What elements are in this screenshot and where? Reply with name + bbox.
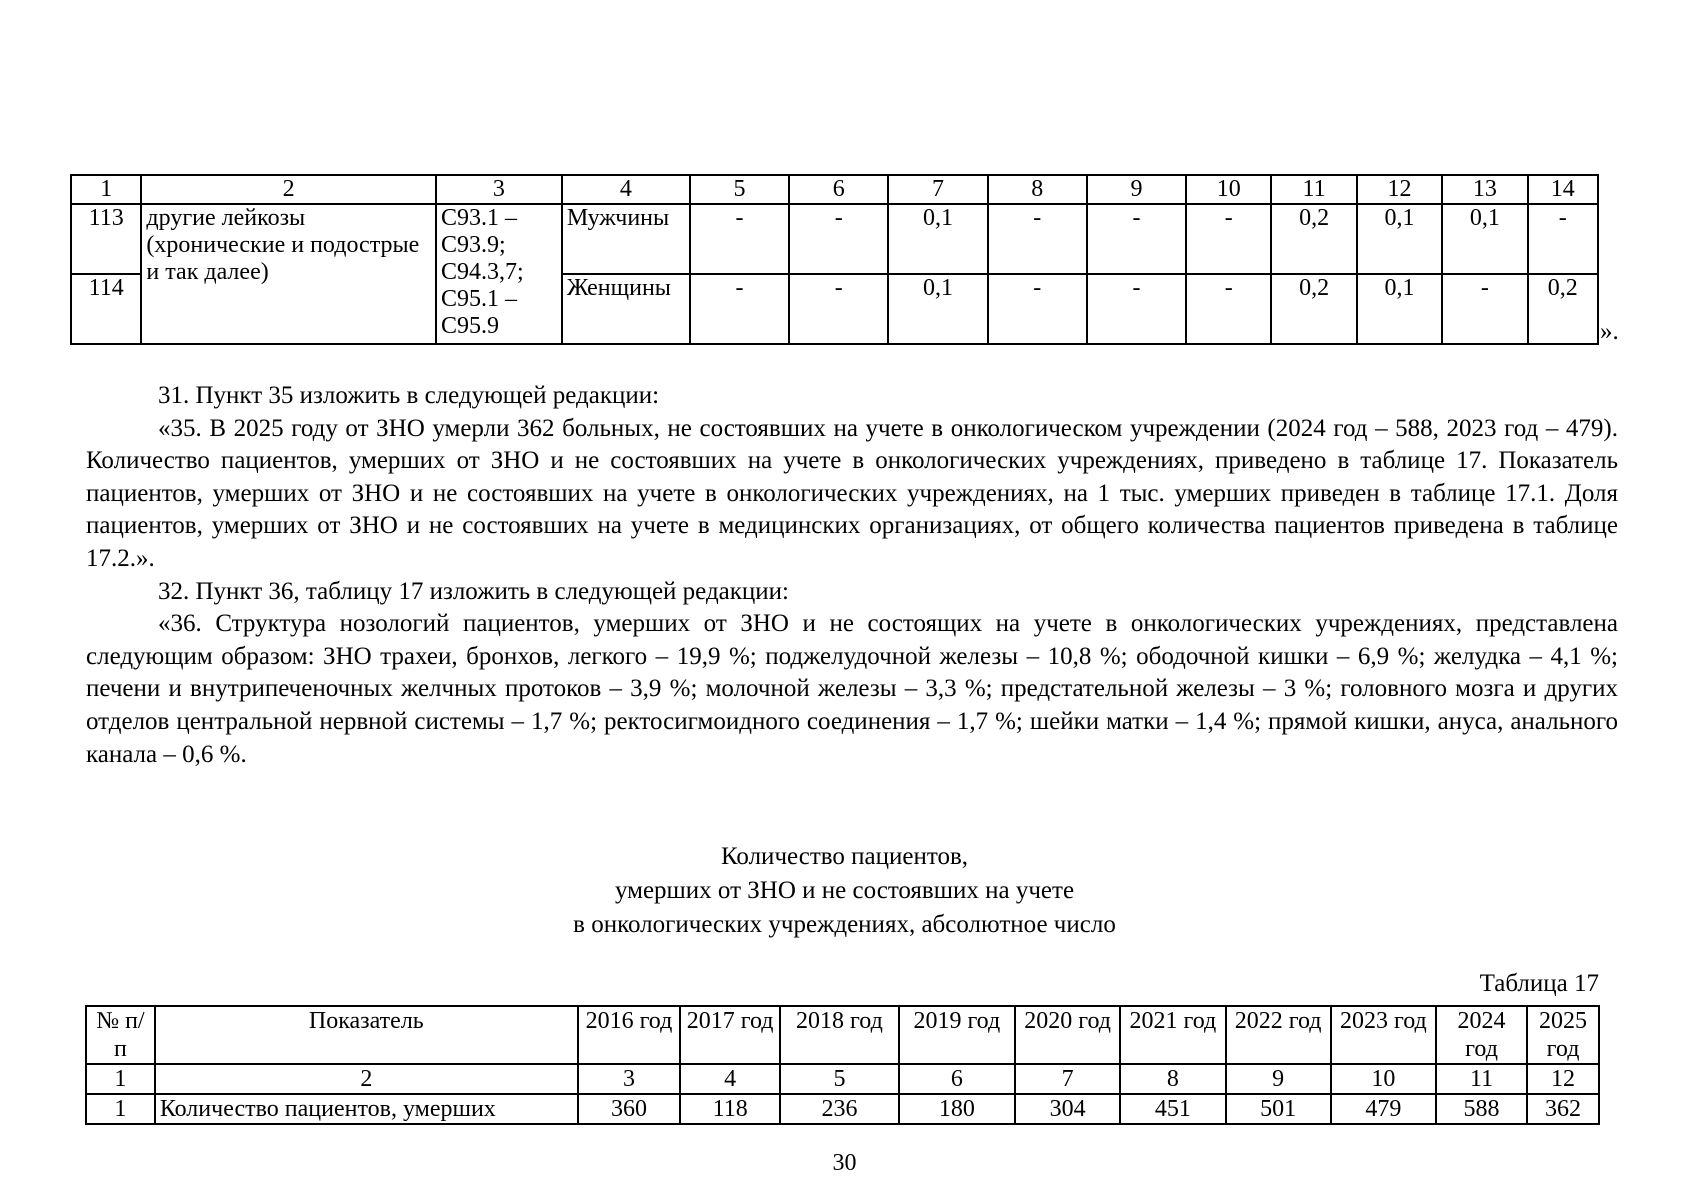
value-cell: 0,2 xyxy=(1271,204,1356,274)
header-cell: 2021 год xyxy=(1120,1006,1225,1064)
table-row xyxy=(86,1094,1599,1124)
row-number: 114 xyxy=(71,274,141,344)
column-number: 4 xyxy=(680,1064,780,1094)
value-cell: 118 xyxy=(680,1094,780,1124)
table-title-line: умерших от ЗНО и не состоявших на учете xyxy=(614,877,1075,904)
header-cell: 13 xyxy=(1442,175,1527,204)
column-number: 12 xyxy=(1527,1064,1599,1094)
header-cell: 11 xyxy=(1271,175,1356,204)
header-cell: 2025 год xyxy=(1527,1006,1599,1064)
bottom-table-header-row xyxy=(86,1006,1599,1064)
value-cell: - xyxy=(789,274,888,344)
table-number: Таблица 17 xyxy=(1479,970,1599,997)
value-cell: 180 xyxy=(899,1094,1015,1124)
gender-cell: Женщины xyxy=(562,274,690,344)
value-cell: 451 xyxy=(1120,1094,1225,1124)
value-cell: 588 xyxy=(1436,1094,1527,1124)
header-cell: 10 xyxy=(1186,175,1271,204)
numbering-row xyxy=(86,1064,1599,1094)
indicator-cell: Количество пациентов, умерших xyxy=(155,1094,578,1124)
header-cell: № п/п xyxy=(86,1006,155,1064)
value-cell: 0,1 xyxy=(1357,274,1442,344)
value-cell: 360 xyxy=(578,1094,680,1124)
icd-codes: С93.1 – С93.9; С94.3,7; С95.1 – С95.9 xyxy=(436,204,562,344)
header-cell: 2022 год xyxy=(1226,1006,1331,1064)
value-cell: - xyxy=(1442,274,1527,344)
column-number: 3 xyxy=(578,1064,680,1094)
body-text xyxy=(86,380,1618,771)
column-number: 5 xyxy=(780,1064,898,1094)
table-row xyxy=(71,204,1598,274)
header-cell: 6 xyxy=(789,175,888,204)
header-cell: 12 xyxy=(1357,175,1442,204)
header-cell: 4 xyxy=(562,175,690,204)
row-number: 1 xyxy=(86,1094,155,1124)
value-cell: - xyxy=(1087,274,1186,344)
value-cell: - xyxy=(1087,204,1186,274)
header-cell: 1 xyxy=(71,175,141,204)
value-cell: - xyxy=(690,204,789,274)
paragraph: «35. В 2025 году от ЗНО умерли 362 больных, не состоявших на учете в онкологическом учреждении (2024 год – 588, 2023 год – 479). Количество пациентов, умерших от ЗНО и не состоявших на учете в онкологических учреждениях, приведено в таблице 17. Показатель пациентов, умерших от ЗНО и не состоявших на учете в онкологических учреждениях, на 1 тыс. умерших приведен в таблице 17.1. Доля пациентов, умерших от ЗНО и не состоявших на учете в медицинских организациях, от общего количества пациентов приведена в таблице 17.2.». xyxy=(86,414,1618,572)
header-cell: 2019 год xyxy=(899,1006,1015,1064)
column-number: 7 xyxy=(1015,1064,1120,1094)
value-cell: 0,1 xyxy=(888,204,987,274)
value-cell: - xyxy=(988,204,1087,274)
column-number: 8 xyxy=(1120,1064,1225,1094)
table-title xyxy=(0,840,1689,942)
value-cell: 0,1 xyxy=(1357,204,1442,274)
value-cell: 501 xyxy=(1226,1094,1331,1124)
value-cell: - xyxy=(1186,274,1271,344)
header-cell: 2 xyxy=(141,175,436,204)
column-number: 11 xyxy=(1436,1064,1527,1094)
bottom-table xyxy=(85,1005,1600,1125)
header-cell: 5 xyxy=(690,175,789,204)
column-number: 9 xyxy=(1226,1064,1331,1094)
value-cell: - xyxy=(690,274,789,344)
column-number: 10 xyxy=(1331,1064,1436,1094)
header-cell: 7 xyxy=(888,175,987,204)
header-cell: 2018 год xyxy=(780,1006,898,1064)
header-cell: Показатель xyxy=(155,1006,578,1064)
value-cell: 479 xyxy=(1331,1094,1436,1124)
table-title-line: в онкологических учреждениях, абсолютное число xyxy=(573,911,1116,938)
page-number: 30 xyxy=(832,1150,857,1176)
paragraph: 32. Пункт 36, таблицу 17 изложить в следующей редакции: xyxy=(158,577,789,605)
header-cell: 2017 год xyxy=(680,1006,780,1064)
header-cell: 3 xyxy=(436,175,562,204)
disease-name: другие лейкозы (хронические и подострые и так далее) xyxy=(141,204,436,344)
value-cell: 0,1 xyxy=(1442,204,1527,274)
value-cell: 304 xyxy=(1015,1094,1120,1124)
top-table-header-row xyxy=(71,175,1598,204)
header-cell: 2024 год xyxy=(1436,1006,1527,1064)
header-cell: 2020 год xyxy=(1015,1006,1120,1064)
value-cell: 0,1 xyxy=(888,274,987,344)
value-cell: - xyxy=(789,204,888,274)
column-number: 6 xyxy=(899,1064,1015,1094)
value-cell: - xyxy=(1186,204,1271,274)
value-cell: 362 xyxy=(1527,1094,1599,1124)
column-number: 1 xyxy=(86,1064,155,1094)
table-title-line: Количество пациентов, xyxy=(720,843,968,870)
value-cell: 236 xyxy=(780,1094,898,1124)
gender-cell: Мужчины xyxy=(562,204,690,274)
header-cell: 2016 год xyxy=(578,1006,680,1064)
value-cell: - xyxy=(988,274,1087,344)
top-table xyxy=(70,174,1599,345)
header-cell: 9 xyxy=(1087,175,1186,204)
column-number: 2 xyxy=(155,1064,578,1094)
header-cell: 8 xyxy=(988,175,1087,204)
paragraph: 31. Пункт 35 изложить в следующей редакции: xyxy=(158,382,660,409)
header-cell: 2023 год xyxy=(1331,1006,1436,1064)
row-number: 113 xyxy=(71,204,141,274)
value-cell: 0,2 xyxy=(1528,274,1599,344)
value-cell: - xyxy=(1528,204,1599,274)
closing-quote: ». xyxy=(1600,318,1619,345)
paragraph: «36. Структура нозологий пациентов, умерших от ЗНО и не состоящих на учете в онкологических учреждениях, представлена следующим образом: ЗНО трахеи, бронхов, легкого – 19,9 %; поджелудочной железы – 10,8 %; ободочной кишки – 6,9 %; желудка – 4,1 %; печени и внутрипеченочных желчных протоков – 3,9 %; молочной железы – 3,3 %; предстательной железы – 3 %; головного мозга и других отделов центральной нервной системы – 1,7 %; ректосигмоидного соединения – 1,7 %; шейки матки – 1,4 %; прямой кишки, ануса, анального канала – 0,6 %. xyxy=(86,610,1618,768)
header-cell: 14 xyxy=(1528,175,1599,204)
value-cell: 0,2 xyxy=(1271,274,1356,344)
